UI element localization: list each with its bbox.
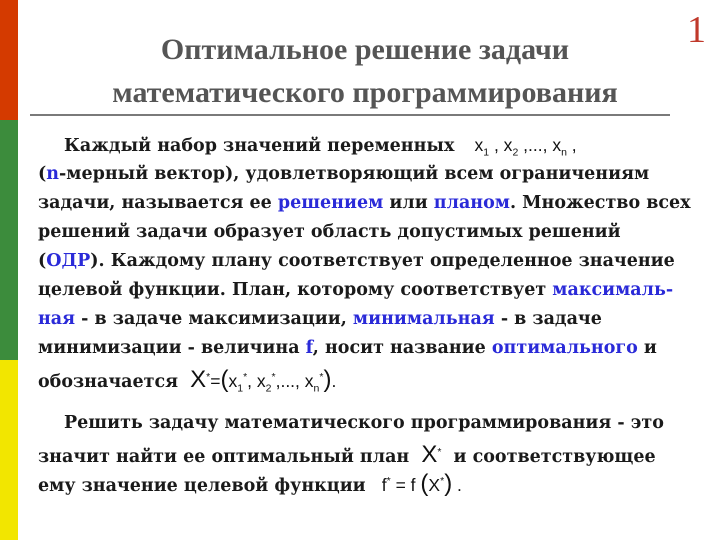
para2-line3: ему значение целевой функции f* = f (X*) . xyxy=(38,469,462,497)
slide-title xyxy=(30,28,700,114)
para1-line1: Каждый набор значений переменных $x_1$ , $x_2$ ,..., $x_n$ , xyxy=(64,135,577,159)
term-plan: планом xyxy=(433,193,510,213)
para1-line4: решений задачи образует область допустимых решений xyxy=(38,222,621,242)
para1-line5: (ОДР). Каждому плану соответствует определенное значение xyxy=(38,251,675,271)
slide-number: 1 xyxy=(687,9,706,51)
para1-line9: обозначается $X^*=(x_1^*$, $x_2^*$,..., $x_n^*$). xyxy=(38,365,337,395)
para1-line6: целевой функции. План, которому соответствует максималь- xyxy=(38,280,674,300)
term-solution: решением xyxy=(277,193,384,213)
para2-line2: значит найти ее оптимальный план X* и соответствующее xyxy=(38,440,656,468)
math-x-star: X* xyxy=(421,440,442,468)
term-odr: ОДР xyxy=(46,251,91,271)
para1-line3: задачи, называется ее решением или планом. Множество всех xyxy=(38,193,691,213)
term-optimal: оптимального xyxy=(491,338,638,358)
title-line-1: Оптимальное решение задачи xyxy=(160,33,570,66)
title-underline xyxy=(30,114,670,116)
math-optimal-plan: $X^*=(x_1^*$, $x_2^*$,..., $x_n^*$). xyxy=(190,365,337,395)
para1-line8: минимизации - величина f, носит название оптимального и xyxy=(38,338,657,358)
para1-line2: (n-мерный вектор), удовлетворяющий всем ограничениям xyxy=(38,164,650,184)
math-f-star: f* = f (X*) . xyxy=(381,469,462,497)
term-minimal: минимальная xyxy=(352,309,495,329)
side-stripe-yellow xyxy=(0,360,18,540)
term-maximal: максималь- xyxy=(552,280,674,300)
para1-line7: ная - в задаче максимизации, минимальная - в задаче xyxy=(38,309,602,329)
math-variables: $x_1$ , $x_2$ ,..., $x_n$ , xyxy=(474,135,577,159)
side-stripe-green xyxy=(0,120,18,360)
side-stripe-red xyxy=(0,0,18,120)
para2-line1: Решить задачу математического программирования - это xyxy=(64,413,664,433)
title-line-2: математического программирования xyxy=(112,76,618,109)
